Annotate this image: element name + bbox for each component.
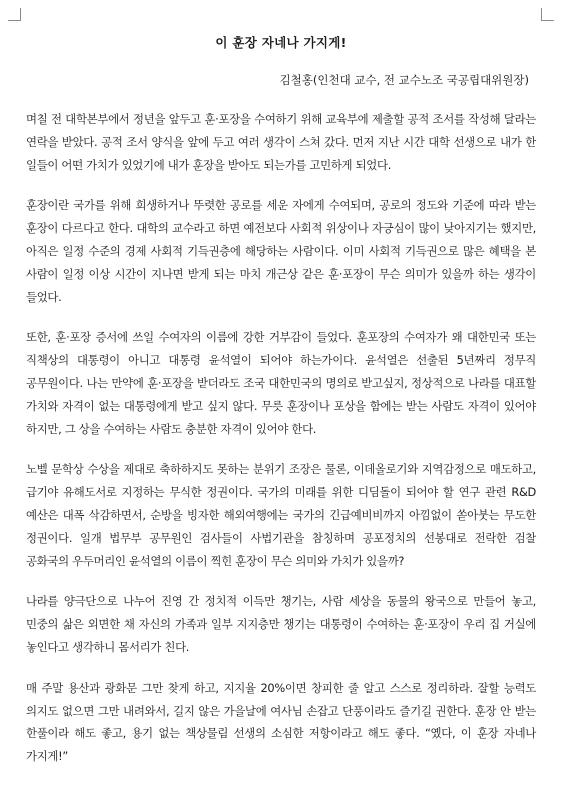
paragraph-1: 며칠 전 대학본부에서 정년을 앞두고 훈·포장을 수여하기 위해 교육부에 제출할 공적 조서를 작성해 달라는 연락을 받았다. 공적 조서 양식을 앞에 두고 여러 생각이 스쳐 갔다. 먼저 지난 시간 대학 선생으로 내가 한 일들이 어떤 가치가 있었기에 내가 훈장을 받아도 되는가를 고민하게 되었다. (26, 112, 536, 172)
page-corner-mark-left (8, 8, 21, 21)
paragraph-3: 또한, 훈·포장 증서에 쓰일 수여자의 이름에 강한 거부감이 들었다. 훈포장의 수여자가 왜 대한민국 또는 직책상의 대통령이 아니고 대통령 윤석열이 되어야 하는가이다. 윤석열은 선출된 5년짜리 정무직 공무원이다. 나는 만약에 훈·포장을 받더라도 조국 대한민국의 명의로 받고싶지, 정상적으로 나라를 대표할 가치와 자격이 없는 대통령에게 받고 싶지 않다. 무릇 훈장이나 포상을 함에는 받는 사람도 자격이 있어야 하지만, 그 상을 수여하는 사람도 충분한 자격이 있어야 한다. (26, 330, 536, 436)
page-corner-mark-right (541, 8, 554, 21)
author-line: 김철홍(인천대 교수, 전 교수노조 국공립대위원장) (279, 73, 529, 87)
document-title: 이 훈장 자네나 가지게! (215, 35, 347, 50)
paragraph-4: 노벨 문학상 수상을 제대로 축하하지도 못하는 분위기 조장은 물론, 이데올로기와 지역감정으로 매도하고, 급기야 유해도서로 지정하는 무식한 정권이다. 국가의 미래를 위한 디딤돌이 되어야 할 연구 관련 R&D 예산은 대폭 삭감하면서, 순방을 빙자한 해외여행에는 국가의 긴급예비비까지 아낌없이 쏟아붓는 무도한 정권이다. 일개 법무부 공무원인 검사들이 사법기관을 참칭하며 공포정치의 선봉대로 전락한 검찰 공화국의 우두머리인 윤석열의 이름이 찍힌 훈장이 무슨 의미와 가치가 있을까? (26, 462, 536, 568)
paragraph-2: 훈장이란 국가를 위해 희생하거나 뚜렷한 공로를 세운 자에게 수여되며, 공로의 정도와 기준에 따라 받는 훈장이 다르다고 한다. 대학의 교수라고 하면 예전보다 사회적 위상이나 자긍심이 많이 낮아지기는 했지만, 아직은 일정 수준의 경제 사회적 기득권층에 해당하는 사람이다. 이미 사회적 기득권으로 많은 혜택을 본 사람이 일정 이상 시간이 지나면 받게 되는 마치 개근상 같은 훈·포장이 무슨 의미가 있을까 하는 생각이 들었다. (26, 198, 536, 304)
paragraph-5: 나라를 양극단으로 나누어 진영 간 정치적 이득만 챙기는, 사람 세상을 동물의 왕국으로 만들어 놓고, 민중의 삶은 외면한 채 자신의 가족과 일부 지지층만 챙기는 대통령이 수여하는 훈·포장이 우리 집 거실에 놓인다고 생각하니 몸서리가 친다. (26, 594, 536, 654)
document-body (26, 108, 536, 786)
paragraph-6: 매 주말 용산과 광화문 그만 찾게 하고, 지지율 20%이면 창피한 줄 알고 스스로 정리하라. 잘할 능력도 의지도 없으면 그만 내려와서, 길지 않은 가을날에 여사님 손잡고 단풍이라도 즐기길 권한다. 훈장 안 받는 한풀이라 해도 좋고, 용기 없는 책상물림 선생의 소심한 저항이라고 해도 좋다. “옜다, 이 훈장 자네나 가지게!” (26, 680, 536, 764)
